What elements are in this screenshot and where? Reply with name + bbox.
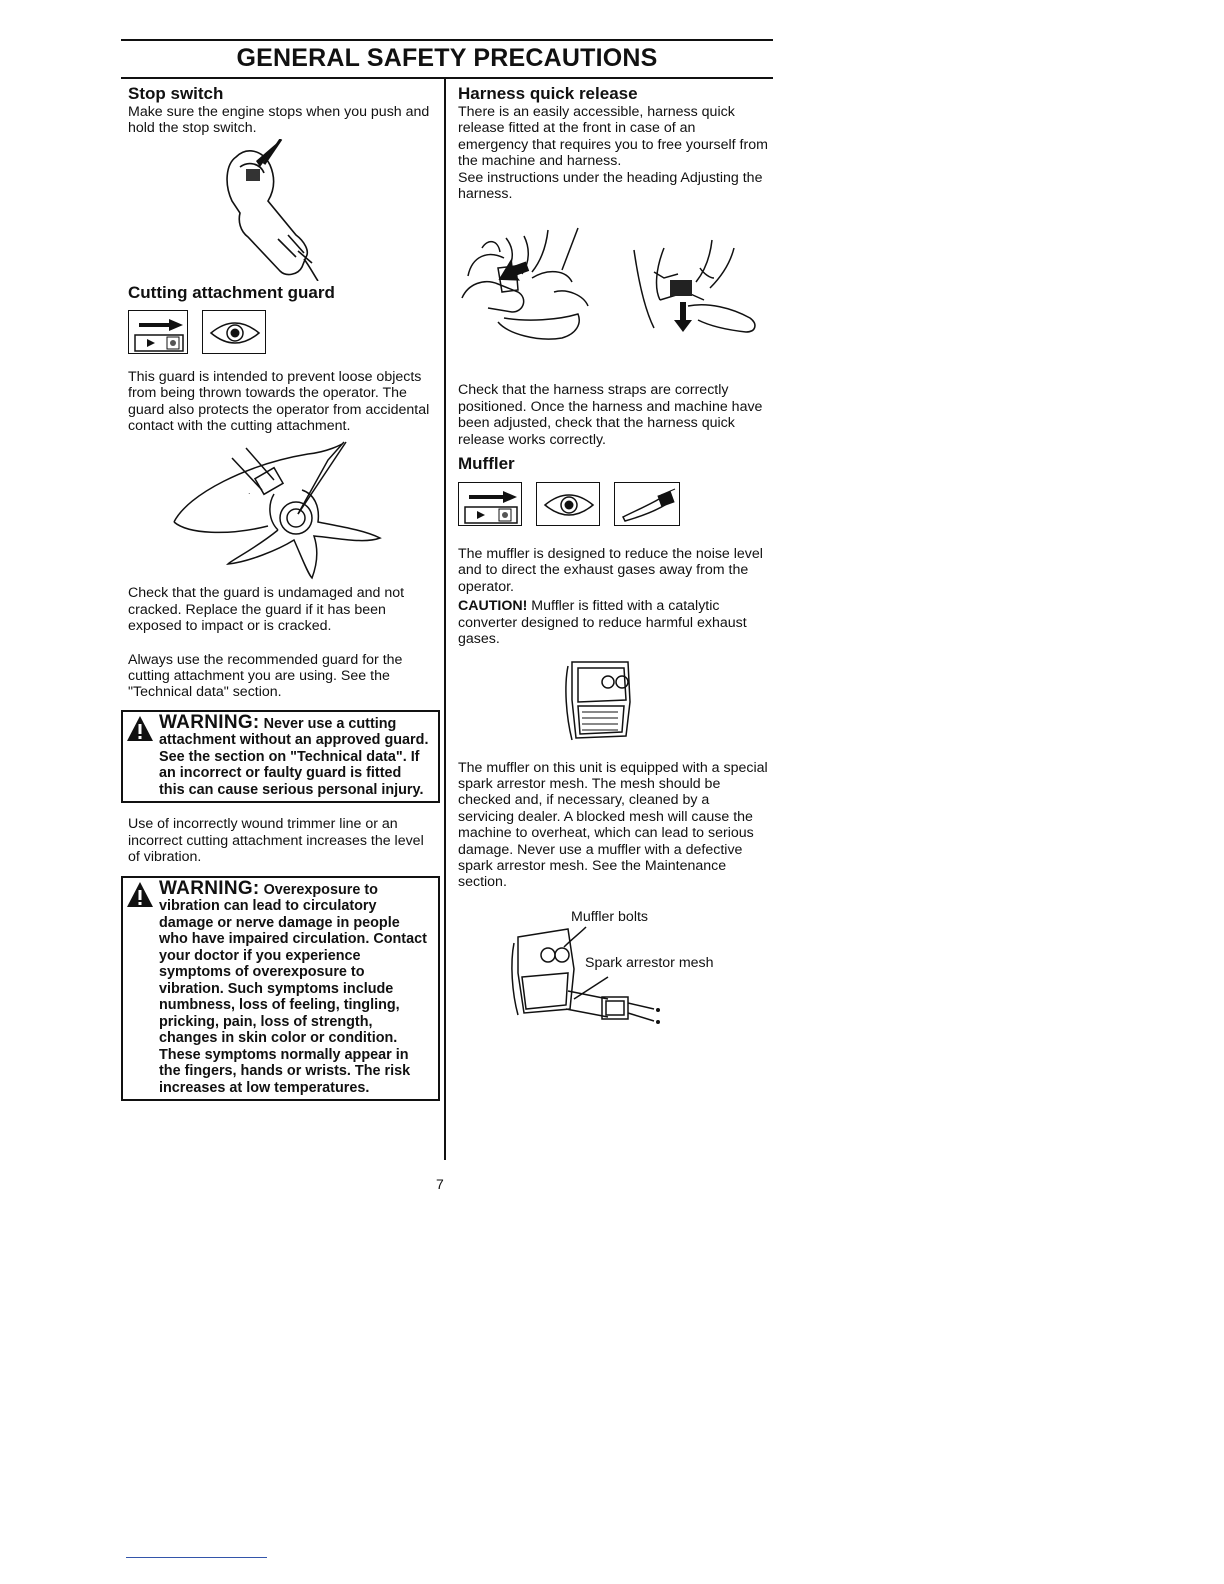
read-manual-icon xyxy=(458,482,522,526)
right-column xyxy=(458,84,768,1039)
left-column xyxy=(128,84,436,1101)
harness-text-2: See instructions under the heading Adjusting the harness. xyxy=(458,169,763,203)
brush-icon xyxy=(614,482,680,526)
muffler-illustration xyxy=(458,656,768,756)
harness-illustration xyxy=(458,208,768,372)
vibration-text: Use of incorrectly wound trimmer line or an incorrect cutting attachment increases the level of vibration. xyxy=(128,816,424,866)
eye-protection-icon xyxy=(536,482,600,526)
svg-text:.: . xyxy=(248,486,251,497)
spark-arrestor-illustration xyxy=(458,908,768,1039)
caution-label: CAUTION! xyxy=(458,598,528,615)
warning-text: Overexposure to vibration can lead to circulatory damage or nerve damage in people who have impaired circulation. Contact your doctor if you experience symptoms of overexposure to vibration. Such symptoms include numbness, loss of feeling, tingling, pricking, pain, loss of strength, changes in skin color or condition. These symptoms normally appear in the fingers, hands or wrists. The risk increases at low temperatures. xyxy=(159,881,427,1096)
warning-box-guard xyxy=(121,710,440,804)
warning-label: WARNING: xyxy=(159,877,260,899)
guard-icons xyxy=(128,310,436,356)
stop-switch-heading: Stop switch xyxy=(128,84,224,103)
eye-protection-icon xyxy=(202,310,266,354)
warning-box-vibration xyxy=(121,876,440,1102)
column-divider xyxy=(444,78,446,1160)
read-manual-icon xyxy=(128,310,188,354)
muffler-caution xyxy=(458,598,768,647)
top-rule xyxy=(121,39,773,41)
guard-text-1: This guard is intended to prevent loose objects from being thrown towards the operator. The guard also protects the operator from accidental contact with the cutting attachment. xyxy=(128,368,430,435)
title-underline xyxy=(121,77,773,79)
muffler-text-2: The muffler on this unit is equipped with a special spark arrestor mesh. The mesh should be checked and, if necessary, cleaned by a servicing dealer. A blocked mesh will cause the machine to overheat, which can lead to serious damage. Never use a muffler with a defective spark arrestor mesh. See the Maintenance section. xyxy=(458,759,768,891)
muffler-bolts-label: Muffler bolts xyxy=(571,908,649,925)
footer-rule xyxy=(126,1557,267,1558)
caution-text: Muffler is fitted with a catalytic converter designed to reduce harmful exhaust gases. xyxy=(458,598,747,648)
muffler-heading: Muffler xyxy=(458,454,515,474)
guard-text-2: Check that the guard is undamaged and not cracked. Replace the guard if it has been exposed to impact or is cracked. xyxy=(128,585,405,635)
stop-switch-text: Make sure the engine stops when you push and hold the stop switch. xyxy=(128,104,430,137)
harness-text-3: Check that the harness straps are correctly positioned. Once the harness and machine have been adjusted, check that the harness quick release works correctly. xyxy=(458,382,763,448)
page-title: GENERAL SAFETY PRECAUTIONS xyxy=(236,44,658,72)
stop-switch-illustration xyxy=(128,139,436,281)
guard-heading: Cutting attachment guard xyxy=(128,282,335,302)
guard-text-3: Always use the recommended guard for the cutting attachment you are using. See the "Technical data" section. xyxy=(128,651,403,701)
page-number: 7 xyxy=(436,1176,444,1192)
warning-triangle-icon xyxy=(125,880,155,910)
warning-text: Never use a cutting attachment without an approved guard. See the section on "Technical data". If an incorrect or faulty guard is fitted this can cause serious personal injury. xyxy=(159,715,429,798)
muffler-icons xyxy=(458,482,768,528)
warning-triangle-icon xyxy=(125,714,155,744)
warning-label: WARNING: xyxy=(159,711,260,733)
spark-arrestor-mesh-label: Spark arrestor mesh xyxy=(585,954,714,971)
harness-heading: Harness quick release xyxy=(458,84,638,103)
guard-illustration xyxy=(128,434,436,582)
harness-text-1: There is an easily accessible, harness quick release fitted at the front in case of an emergency that requires you to free yourself from the machine and harness. xyxy=(458,104,768,170)
muffler-text-1: The muffler is designed to reduce the noise level and to direct the exhaust gases away from the operator. xyxy=(458,546,763,595)
